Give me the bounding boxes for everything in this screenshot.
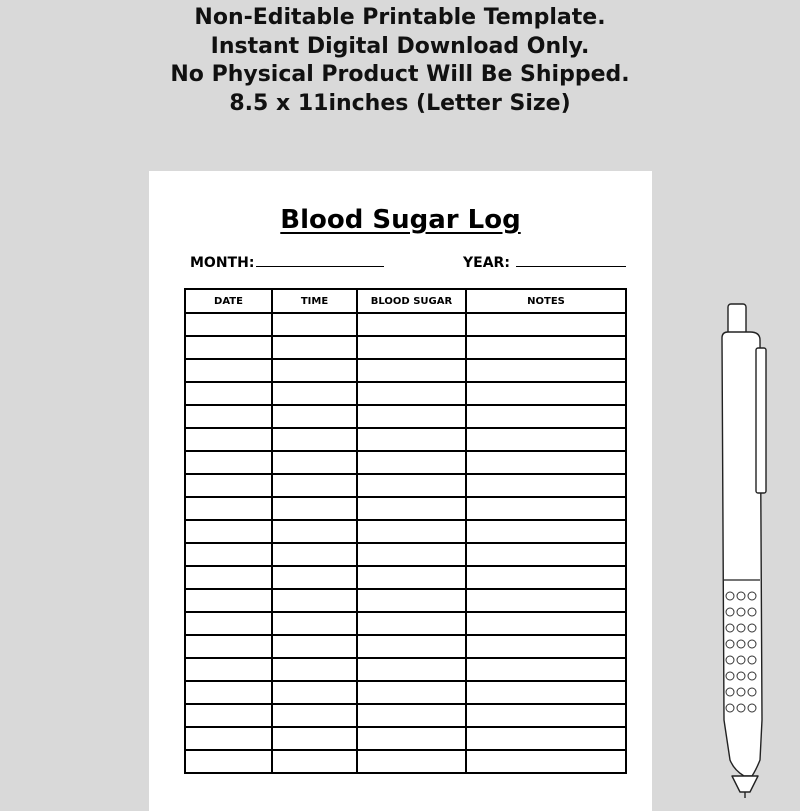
log-table-row	[185, 428, 626, 451]
log-table-cell	[185, 543, 272, 566]
log-table-cell	[466, 428, 626, 451]
year-field	[463, 254, 626, 271]
column-header-date: DATE	[185, 289, 272, 313]
log-table-cell	[466, 612, 626, 635]
log-table-cell	[357, 382, 466, 405]
log-table-cell	[357, 543, 466, 566]
log-table-cell	[185, 359, 272, 382]
log-table-cell	[357, 474, 466, 497]
log-table-cell	[357, 336, 466, 359]
log-table-cell	[272, 704, 357, 727]
log-table-header	[185, 289, 626, 313]
log-table-cell	[466, 520, 626, 543]
log-table-cell	[272, 635, 357, 658]
year-blank-line	[516, 254, 626, 267]
log-table-cell	[466, 451, 626, 474]
log-table-cell	[272, 727, 357, 750]
log-table-row	[185, 497, 626, 520]
log-title: Blood Sugar Log	[280, 205, 521, 235]
log-table-cell	[272, 750, 357, 773]
log-table-cell	[185, 612, 272, 635]
log-table-cell	[272, 612, 357, 635]
log-table-cell	[357, 635, 466, 658]
log-table-cell	[185, 520, 272, 543]
log-table-cell	[466, 750, 626, 773]
log-table-cell	[466, 382, 626, 405]
log-table-cell	[185, 566, 272, 589]
log-table-cell	[185, 658, 272, 681]
log-table-cell	[272, 359, 357, 382]
column-header-time: TIME	[272, 289, 357, 313]
month-blank-line	[256, 254, 384, 267]
log-table-cell	[466, 566, 626, 589]
log-table-cell	[185, 336, 272, 359]
banner-line-digital-download: Instant Digital Download Only.	[210, 33, 590, 59]
log-table-row	[185, 336, 626, 359]
printable-sheet	[149, 171, 652, 811]
log-table-cell	[272, 497, 357, 520]
pen-icon	[712, 300, 782, 800]
banner-line-no-shipping: No Physical Product Will Be Shipped.	[170, 62, 630, 87]
log-table-cell	[466, 635, 626, 658]
log-table-row	[185, 543, 626, 566]
log-table-cell	[466, 474, 626, 497]
log-table-cell	[466, 336, 626, 359]
log-table-cell	[185, 474, 272, 497]
log-table-cell	[185, 313, 272, 336]
log-table-cell	[185, 382, 272, 405]
log-table-row	[185, 451, 626, 474]
log-table-cell	[272, 566, 357, 589]
log-table-cell	[466, 313, 626, 336]
log-table-row	[185, 750, 626, 773]
log-table-cell	[357, 428, 466, 451]
log-table-row	[185, 359, 626, 382]
log-table-cell	[272, 474, 357, 497]
log-table-cell	[272, 520, 357, 543]
log-table-cell	[357, 612, 466, 635]
log-table-cell	[272, 405, 357, 428]
log-table-row	[185, 635, 626, 658]
log-table-cell	[357, 750, 466, 773]
log-table-cell	[272, 451, 357, 474]
year-label: YEAR:	[463, 255, 510, 271]
log-table-cell	[185, 451, 272, 474]
log-table-cell	[357, 704, 466, 727]
log-table-row	[185, 681, 626, 704]
log-table-row	[185, 727, 626, 750]
log-table-cell	[357, 727, 466, 750]
log-table-cell	[272, 543, 357, 566]
log-table-cell	[272, 681, 357, 704]
log-table-cell	[185, 727, 272, 750]
log-table-cell	[272, 313, 357, 336]
log-table-cell	[466, 681, 626, 704]
log-table-cell	[185, 405, 272, 428]
log-table-cell	[466, 543, 626, 566]
log-table-cell	[466, 658, 626, 681]
log-table-row	[185, 589, 626, 612]
log-table-cell	[357, 497, 466, 520]
log-table-cell	[357, 589, 466, 612]
log-table-cell	[357, 658, 466, 681]
log-table-cell	[272, 382, 357, 405]
log-table-row	[185, 405, 626, 428]
log-table-cell	[357, 681, 466, 704]
log-table-row	[185, 612, 626, 635]
log-table-cell	[466, 589, 626, 612]
log-table-row	[185, 520, 626, 543]
log-table-row	[185, 658, 626, 681]
log-table-cell	[185, 704, 272, 727]
log-table-row	[185, 382, 626, 405]
log-table-body	[185, 313, 626, 773]
log-table-cell	[357, 451, 466, 474]
log-table-row	[185, 566, 626, 589]
log-table-cell	[466, 405, 626, 428]
log-table-cell	[272, 589, 357, 612]
month-field	[190, 254, 384, 271]
log-table-cell	[185, 750, 272, 773]
column-header-blood-sugar: BLOOD SUGAR	[357, 289, 466, 313]
log-table-cell	[272, 336, 357, 359]
log-table-cell	[185, 428, 272, 451]
listing-banner	[0, 4, 800, 118]
log-table-cell	[357, 520, 466, 543]
log-table-cell	[357, 566, 466, 589]
log-table-cell	[185, 635, 272, 658]
log-table-row	[185, 704, 626, 727]
log-table-cell	[466, 497, 626, 520]
banner-line-size: 8.5 x 11inches (Letter Size)	[229, 90, 571, 116]
banner-line-non-editable: Non-Editable Printable Template.	[194, 5, 606, 30]
log-table-row	[185, 313, 626, 336]
log-table-cell	[466, 727, 626, 750]
log-table-cell	[185, 589, 272, 612]
log-table-cell	[272, 658, 357, 681]
column-header-notes: NOTES	[466, 289, 626, 313]
log-table-row	[185, 474, 626, 497]
log-table-cell	[357, 359, 466, 382]
log-table-cell	[466, 704, 626, 727]
log-table-cell	[357, 313, 466, 336]
log-table-cell	[466, 359, 626, 382]
log-table	[184, 288, 627, 774]
log-table-cell	[185, 497, 272, 520]
log-table-cell	[272, 428, 357, 451]
log-table-cell	[357, 405, 466, 428]
month-label: MONTH:	[190, 255, 255, 271]
log-table-cell	[185, 681, 272, 704]
